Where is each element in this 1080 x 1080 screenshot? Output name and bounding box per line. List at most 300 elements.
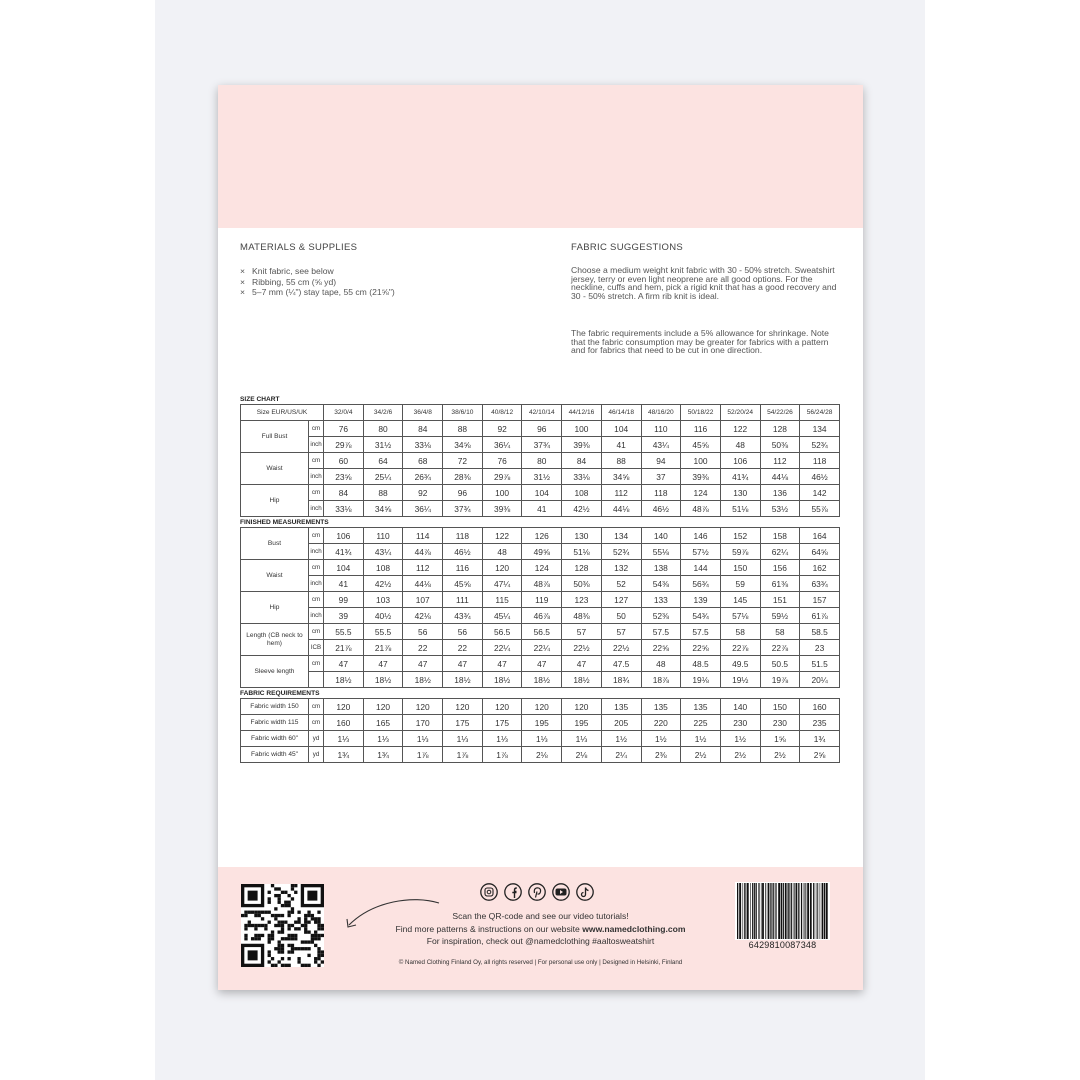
value-cell: 31½	[363, 437, 403, 453]
value-cell: 104	[324, 560, 364, 576]
value-cell: 44⅛	[403, 576, 443, 592]
value-cell: 58	[720, 624, 760, 640]
value-cell: 156	[760, 560, 800, 576]
value-cell: 118	[443, 528, 483, 544]
unit-cell: inch	[309, 544, 324, 560]
value-cell: 18½	[363, 672, 403, 688]
table-row	[241, 421, 840, 437]
unit-cell	[309, 672, 324, 688]
value-cell: 135	[681, 699, 721, 715]
value-cell: 120	[363, 699, 403, 715]
value-cell: 22	[403, 640, 443, 656]
value-cell: 106	[720, 453, 760, 469]
unit-cell: yd	[309, 747, 324, 763]
unit-cell: cm	[309, 592, 324, 608]
size-header-cell: 52/20/24	[720, 405, 760, 421]
value-cell: 57.5	[641, 624, 681, 640]
value-cell: 225	[681, 715, 721, 731]
value-cell: 33⅛	[403, 437, 443, 453]
value-cell: 130	[720, 485, 760, 501]
value-cell: 55.5	[363, 624, 403, 640]
value-cell: 51⅛	[562, 544, 602, 560]
row-label: Sleeve length	[241, 656, 309, 688]
value-cell: 18½	[403, 672, 443, 688]
value-cell: 52⅜	[641, 608, 681, 624]
value-cell: 42½	[363, 576, 403, 592]
value-cell: 57⅛	[720, 608, 760, 624]
value-cell: 36¼	[482, 437, 522, 453]
value-cell: 18⅞	[641, 672, 681, 688]
value-cell: 115	[482, 592, 522, 608]
unit-cell: inch	[309, 501, 324, 517]
value-cell: 58.5	[800, 624, 840, 640]
materials-list	[240, 266, 395, 298]
value-cell: 152	[720, 528, 760, 544]
value-cell: 135	[601, 699, 641, 715]
unit-cell: cm	[309, 715, 324, 731]
row-label: Fabric width 45"	[241, 747, 309, 763]
value-cell: 127	[601, 592, 641, 608]
value-cell: 47	[482, 656, 522, 672]
value-cell: 33⅛	[562, 469, 602, 485]
value-cell: 48	[482, 544, 522, 560]
value-cell: 1⅓	[522, 731, 562, 747]
value-cell: 34⅝	[601, 469, 641, 485]
value-cell: 68	[403, 453, 443, 469]
value-cell: 100	[482, 485, 522, 501]
unit-cell: cm	[309, 560, 324, 576]
value-cell: 56	[443, 624, 483, 640]
value-cell: 123	[562, 592, 602, 608]
value-cell: 22⅞	[760, 640, 800, 656]
value-cell: 57	[562, 624, 602, 640]
value-cell: 45⅝	[681, 437, 721, 453]
fabric-requirements-table	[240, 698, 840, 763]
value-cell: 48⅞	[681, 501, 721, 517]
value-cell: 42⅛	[403, 608, 443, 624]
table-row	[241, 699, 840, 715]
size-chart-title: SIZE CHART	[240, 396, 280, 403]
value-cell: 58	[760, 624, 800, 640]
value-cell: 145	[720, 592, 760, 608]
value-cell: 165	[363, 715, 403, 731]
value-cell: 1⅓	[403, 731, 443, 747]
value-cell: 54⅜	[641, 576, 681, 592]
unit-cell: inch	[309, 437, 324, 453]
value-cell: 195	[522, 715, 562, 731]
size-header-cell: 36/4/8	[403, 405, 443, 421]
value-cell: 112	[760, 453, 800, 469]
row-label: Waist	[241, 560, 309, 592]
value-cell: 26¾	[403, 469, 443, 485]
value-cell: 134	[601, 528, 641, 544]
value-cell: 55.5	[324, 624, 364, 640]
value-cell: 118	[800, 453, 840, 469]
bottom-info-text	[358, 910, 723, 948]
value-cell: 22	[443, 640, 483, 656]
value-cell: 128	[562, 560, 602, 576]
table-row	[241, 656, 840, 672]
value-cell: 134	[800, 421, 840, 437]
table-row	[241, 437, 840, 453]
tiktok-icon[interactable]	[577, 884, 593, 900]
value-cell: 37¾	[443, 501, 483, 517]
finished-measurements-table	[240, 527, 840, 688]
fabric-suggestions-title: FABRIC SUGGESTIONS	[571, 242, 684, 253]
value-cell: 170	[403, 715, 443, 731]
value-cell: 54¾	[681, 608, 721, 624]
value-cell: 1½	[601, 731, 641, 747]
value-cell: 112	[601, 485, 641, 501]
table-row	[241, 672, 840, 688]
value-cell: 108	[363, 560, 403, 576]
value-cell: 55⅞	[800, 501, 840, 517]
unit-cell: cm	[309, 699, 324, 715]
value-cell: 107	[403, 592, 443, 608]
value-cell: 44⅛	[760, 469, 800, 485]
value-cell: 119	[522, 592, 562, 608]
value-cell: 146	[681, 528, 721, 544]
qr-code[interactable]	[241, 884, 324, 967]
value-cell: 195	[562, 715, 602, 731]
value-cell: 46⅞	[522, 608, 562, 624]
pinterest-icon[interactable]	[529, 884, 545, 900]
value-cell: 48	[720, 437, 760, 453]
size-header-row	[241, 405, 840, 421]
unit-cell: cm	[309, 453, 324, 469]
value-cell: 51⅛	[720, 501, 760, 517]
value-cell: 23⅝	[324, 469, 364, 485]
size-header-cell: 32/0/4	[324, 405, 364, 421]
value-cell: 52	[601, 576, 641, 592]
value-cell: 205	[601, 715, 641, 731]
table-row	[241, 715, 840, 731]
value-cell: 48.5	[681, 656, 721, 672]
value-cell: 56.5	[522, 624, 562, 640]
value-cell: 80	[363, 421, 403, 437]
table-row	[241, 576, 840, 592]
value-cell: 76	[324, 421, 364, 437]
value-cell: 230	[760, 715, 800, 731]
value-cell: 18½	[324, 672, 364, 688]
value-cell: 2⅛	[562, 747, 602, 763]
value-cell: 61⅜	[760, 576, 800, 592]
materials-item: × Ribbing, 55 cm (⅝ yd)	[240, 277, 395, 288]
value-cell: 120	[403, 699, 443, 715]
value-cell: 49⅝	[522, 544, 562, 560]
row-label: Waist	[241, 453, 309, 485]
value-cell: 43¼	[641, 437, 681, 453]
value-cell: 88	[443, 421, 483, 437]
table-row	[241, 640, 840, 656]
value-cell: 84	[403, 421, 443, 437]
value-cell: 160	[324, 715, 364, 731]
value-cell: 96	[522, 421, 562, 437]
value-cell: 39	[324, 608, 364, 624]
table-row	[241, 608, 840, 624]
value-cell: 39⅜	[681, 469, 721, 485]
value-cell: 1¾	[324, 747, 364, 763]
value-cell: 88	[363, 485, 403, 501]
unit-cell: inch	[309, 608, 324, 624]
value-cell: 1¾	[363, 747, 403, 763]
value-cell: 18¾	[601, 672, 641, 688]
value-cell: 1½	[720, 731, 760, 747]
value-cell: 142	[800, 485, 840, 501]
social-icons	[480, 883, 600, 901]
value-cell: 22⅝	[681, 640, 721, 656]
pattern-back-sheet	[218, 85, 863, 990]
finished-measurements-title: FINISHED MEASUREMENTS	[240, 519, 329, 526]
value-cell: 76	[482, 453, 522, 469]
value-cell: 164	[800, 528, 840, 544]
value-cell: 140	[641, 528, 681, 544]
value-cell: 1⅝	[760, 731, 800, 747]
value-cell: 47	[443, 656, 483, 672]
value-cell: 64	[363, 453, 403, 469]
value-cell: 29⅞	[482, 469, 522, 485]
value-cell: 116	[681, 421, 721, 437]
table-row	[241, 747, 840, 763]
value-cell: 124	[522, 560, 562, 576]
value-cell: 25¼	[363, 469, 403, 485]
value-cell: 84	[562, 453, 602, 469]
video-tutorial-line: Scan the QR-code and see our video tutorials!	[452, 911, 629, 921]
unit-cell: cm	[309, 624, 324, 640]
value-cell: 48	[641, 656, 681, 672]
table-row	[241, 501, 840, 517]
value-cell: 22½	[601, 640, 641, 656]
size-header-cell: 44/12/16	[562, 405, 602, 421]
table-row	[241, 731, 840, 747]
value-cell: 2¼	[601, 747, 641, 763]
row-label: Hip	[241, 592, 309, 624]
value-cell: 120	[522, 699, 562, 715]
unit-cell: inch	[309, 469, 324, 485]
value-cell: 133	[641, 592, 681, 608]
value-cell: 28⅜	[443, 469, 483, 485]
value-cell: 1⅓	[363, 731, 403, 747]
value-cell: 45¼	[482, 608, 522, 624]
value-cell: 47	[403, 656, 443, 672]
value-cell: 140	[720, 699, 760, 715]
value-cell: 151	[760, 592, 800, 608]
value-cell: 46½	[800, 469, 840, 485]
fabric-allowance-paragraph: The fabric requirements include a 5% allowance for shrinkage. Note that the fabric consumption may be greater for fabrics with a pattern and for fabrics that need to be cut in one direction.	[571, 328, 829, 356]
value-cell: 130	[562, 528, 602, 544]
value-cell: 37	[641, 469, 681, 485]
value-cell: 158	[760, 528, 800, 544]
table-row	[241, 624, 840, 640]
value-cell: 37¾	[522, 437, 562, 453]
value-cell: 132	[601, 560, 641, 576]
value-cell: 48⅜	[562, 608, 602, 624]
unit-cell: inch	[309, 576, 324, 592]
value-cell: 88	[601, 453, 641, 469]
value-cell: 100	[562, 421, 602, 437]
value-cell: 41	[324, 576, 364, 592]
value-cell: 1⅞	[403, 747, 443, 763]
value-cell: 19½	[720, 672, 760, 688]
value-cell: 160	[800, 699, 840, 715]
value-cell: 64⅝	[800, 544, 840, 560]
value-cell: 120	[482, 699, 522, 715]
table-row	[241, 485, 840, 501]
value-cell: 116	[443, 560, 483, 576]
value-cell: 39⅜	[482, 501, 522, 517]
value-cell: 1¾	[800, 731, 840, 747]
value-cell: 1½	[641, 731, 681, 747]
value-cell: 2½	[681, 747, 721, 763]
value-cell: 1½	[681, 731, 721, 747]
value-cell: 41¾	[324, 544, 364, 560]
value-cell: 18½	[522, 672, 562, 688]
value-cell: 47¼	[482, 576, 522, 592]
value-cell: 20¼	[800, 672, 840, 688]
value-cell: 60	[324, 453, 364, 469]
value-cell: 50⅜	[760, 437, 800, 453]
size-header-cell: 42/10/14	[522, 405, 562, 421]
size-header-cell: 46/14/18	[601, 405, 641, 421]
unit-cell: cm	[309, 485, 324, 501]
unit-cell: yd	[309, 731, 324, 747]
instagram-icon[interactable]	[481, 884, 497, 900]
unit-cell: ICB	[309, 640, 324, 656]
value-cell: 2⅝	[800, 747, 840, 763]
value-cell: 62¼	[760, 544, 800, 560]
value-cell: 22¼	[522, 640, 562, 656]
value-cell: 18½	[443, 672, 483, 688]
value-cell: 104	[522, 485, 562, 501]
value-cell: 235	[800, 715, 840, 731]
value-cell: 124	[681, 485, 721, 501]
value-cell: 50⅜	[562, 576, 602, 592]
value-cell: 44⅛	[601, 501, 641, 517]
value-cell: 63¾	[800, 576, 840, 592]
table-row	[241, 544, 840, 560]
row-label: Fabric width 60"	[241, 731, 309, 747]
value-cell: 57	[601, 624, 641, 640]
value-cell: 43¼	[363, 544, 403, 560]
value-cell: 111	[443, 592, 483, 608]
size-header-cell: 40/8/12	[482, 405, 522, 421]
value-cell: 175	[482, 715, 522, 731]
value-cell: 2½	[720, 747, 760, 763]
value-cell: 1⅓	[443, 731, 483, 747]
value-cell: 1⅓	[562, 731, 602, 747]
value-cell: 43¾	[443, 608, 483, 624]
youtube-icon[interactable]	[553, 884, 569, 900]
value-cell: 122	[482, 528, 522, 544]
unit-cell: cm	[309, 656, 324, 672]
size-header-cell: 38/6/10	[443, 405, 483, 421]
value-cell: 120	[562, 699, 602, 715]
inspiration-line: For inspiration, check out @namedclothing #aaltosweatshirt	[426, 936, 655, 946]
materials-title: MATERIALS & SUPPLIES	[240, 242, 358, 253]
row-label: Fabric width 150	[241, 699, 309, 715]
value-cell: 112	[403, 560, 443, 576]
value-cell: 47	[562, 656, 602, 672]
value-cell: 1⅓	[324, 731, 364, 747]
value-cell: 230	[720, 715, 760, 731]
value-cell: 29⅞	[324, 437, 364, 453]
value-cell: 51.5	[800, 656, 840, 672]
top-pink-band	[218, 85, 863, 228]
row-label: Bust	[241, 528, 309, 560]
value-cell: 94	[641, 453, 681, 469]
row-label: Full Bust	[241, 421, 309, 453]
value-cell: 59½	[760, 608, 800, 624]
value-cell: 19⅛	[681, 672, 721, 688]
value-cell: 110	[363, 528, 403, 544]
value-cell: 45⅝	[443, 576, 483, 592]
value-cell: 49.5	[720, 656, 760, 672]
size-header-cell: 34/2/6	[363, 405, 403, 421]
value-cell: 175	[443, 715, 483, 731]
value-cell: 47	[324, 656, 364, 672]
row-label: Length (CB neck to hem)	[241, 624, 309, 656]
unit-cell: cm	[309, 528, 324, 544]
value-cell: 104	[601, 421, 641, 437]
value-cell: 23	[800, 640, 840, 656]
materials-item: × Knit fabric, see below	[240, 266, 395, 277]
value-cell: 1⅞	[443, 747, 483, 763]
facebook-icon[interactable]	[505, 884, 521, 900]
row-label: Fabric width 115	[241, 715, 309, 731]
value-cell: 84	[324, 485, 364, 501]
copyright-footer: © Named Clothing Finland Oy, all rights reserved | For personal use only | Designed in Helsinki, Finland	[398, 959, 683, 966]
value-cell: 47.5	[601, 656, 641, 672]
value-cell: 96	[443, 485, 483, 501]
value-cell: 100	[681, 453, 721, 469]
value-cell: 106	[324, 528, 364, 544]
value-cell: 18½	[562, 672, 602, 688]
bottom-pink-band	[218, 867, 863, 990]
value-cell: 39⅜	[562, 437, 602, 453]
value-cell: 220	[641, 715, 681, 731]
fabric-suggestions-paragraph: Choose a medium weight knit fabric with 30 - 50% stretch. Sweatshirt jersey, terry or even light neoprene are all good options. For the neckline, cuffs and hem, pick a rigid knit that has a good recovery and 30 - 50% stretch. A firm rib knit is ideal.	[571, 265, 837, 301]
value-cell: 72	[443, 453, 483, 469]
barcode	[735, 882, 830, 940]
value-cell: 118	[641, 485, 681, 501]
materials-item: × 5–7 mm (¼") stay tape, 55 cm (21⅝")	[240, 287, 395, 298]
value-cell: 103	[363, 592, 403, 608]
value-cell: 22⅞	[720, 640, 760, 656]
value-cell: 21⅞	[363, 640, 403, 656]
website-line	[358, 923, 723, 936]
value-cell: 139	[681, 592, 721, 608]
table-row	[241, 528, 840, 544]
value-cell: 44⅞	[403, 544, 443, 560]
table-row	[241, 560, 840, 576]
value-cell: 110	[641, 421, 681, 437]
value-cell: 92	[403, 485, 443, 501]
size-header-cell: 48/16/20	[641, 405, 681, 421]
value-cell: 138	[641, 560, 681, 576]
value-cell: 19⅞	[760, 672, 800, 688]
value-cell: 108	[562, 485, 602, 501]
value-cell: 46½	[641, 501, 681, 517]
value-cell: 53½	[760, 501, 800, 517]
value-cell: 47	[522, 656, 562, 672]
value-cell: 47	[363, 656, 403, 672]
value-cell: 41	[522, 501, 562, 517]
value-cell: 122	[720, 421, 760, 437]
website-link[interactable]: www.namedclothing.com	[582, 923, 686, 934]
website-line-prefix: Find more patterns & instructions on our website	[395, 923, 580, 934]
value-cell: 114	[403, 528, 443, 544]
value-cell: 52¾	[800, 437, 840, 453]
